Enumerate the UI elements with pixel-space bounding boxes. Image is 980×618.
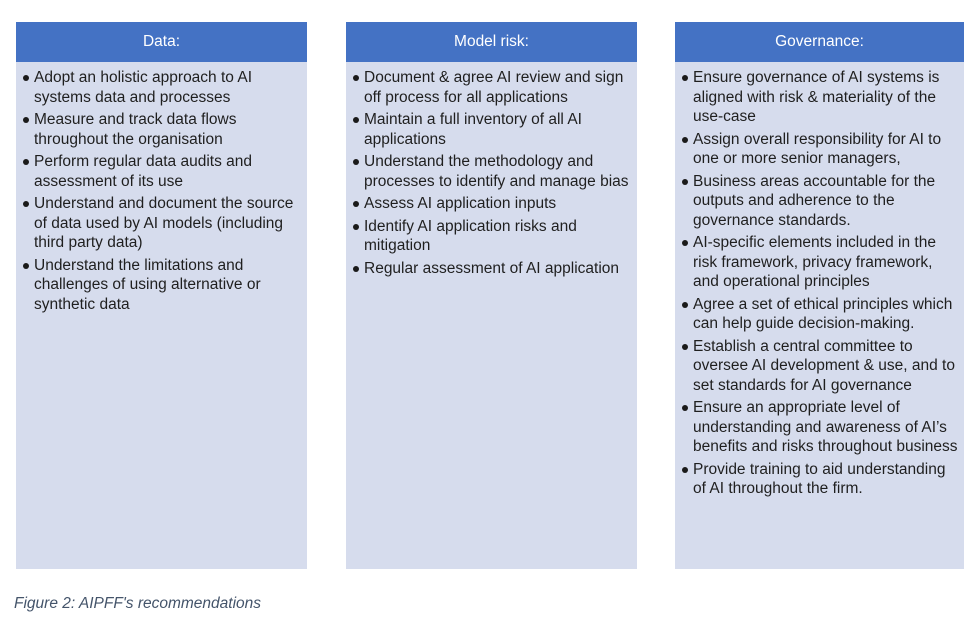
list-item [675, 130, 964, 169]
bullet-icon [23, 75, 29, 81]
figure-caption: Figure 2: AIPFF's recommendations [14, 595, 262, 612]
list-item [346, 68, 637, 107]
model-risk-column [346, 22, 637, 569]
data-column-header: Data: [16, 22, 307, 62]
list-item [16, 194, 307, 253]
list-item-text: Establish a central committee to oversee AI development & use, and to set standards for AI governance [693, 337, 955, 394]
model-risk-column-header: Model risk: [346, 22, 637, 62]
list-item-text: Understand the methodology and processes to identify and manage bias [364, 153, 629, 190]
list-item [346, 194, 637, 214]
bullet-icon [23, 117, 29, 123]
list-item-text: Ensure an appropriate level of understanding and awareness of AI’s benefits and risks throughout business [693, 399, 958, 455]
list-item [16, 152, 307, 191]
list-item [346, 152, 637, 191]
list-item-text: Assign overall responsibility for AI to one or more senior managers, [693, 130, 942, 167]
list-item-text: Maintain a full inventory of all AI applications [364, 111, 582, 148]
list-item [675, 460, 964, 499]
list-item-text: Understand the limitations and challenges of using alternative or synthetic data [34, 256, 261, 313]
bullet-icon [682, 137, 688, 143]
list-item [346, 110, 637, 149]
list-item-text: Understand and document the source of data used by AI models (including third party data) [34, 195, 294, 251]
list-item [675, 398, 964, 457]
list-item [675, 295, 964, 334]
bullet-icon [682, 179, 688, 185]
bullet-icon [682, 467, 688, 473]
list-item [675, 337, 964, 396]
bullet-icon [23, 159, 29, 165]
governance-recommendations-list [675, 62, 964, 499]
governance-column-header: Governance: [675, 22, 964, 62]
list-item [346, 217, 637, 256]
bullet-icon [353, 75, 359, 81]
list-item-text: Ensure governance of AI systems is aligned with risk & materiality of the use-case [693, 69, 940, 125]
data-column [16, 22, 307, 569]
bullet-icon [682, 344, 688, 350]
list-item-text: Identify AI application risks and mitigation [364, 217, 577, 254]
bullet-icon [353, 201, 359, 207]
list-item-text: Agree a set of ethical principles which can help guide decision-making. [693, 295, 953, 332]
list-item [675, 172, 964, 231]
bullet-icon [682, 75, 688, 81]
list-item-text: Provide training to aid understanding of AI throughout the firm. [693, 460, 946, 497]
list-item-text: Business areas accountable for the outputs and adherence to the governance standards. [693, 172, 936, 229]
list-item-text: Document & agree AI review and sign off process for all applications [364, 69, 624, 106]
list-item-text: Regular assessment of AI application [364, 259, 620, 277]
bullet-icon [682, 240, 688, 246]
list-item [16, 256, 307, 315]
list-item [16, 68, 307, 107]
list-item [346, 259, 637, 279]
bullet-icon [23, 201, 29, 207]
list-item-text: Adopt an holistic approach to AI systems data and processes [34, 69, 253, 106]
bullet-icon [353, 117, 359, 123]
list-item-text: Perform regular data audits and assessment of its use [34, 153, 252, 190]
bullet-icon [353, 266, 359, 272]
list-item [675, 68, 964, 127]
model-risk-recommendations-list [346, 62, 637, 278]
data-recommendations-list [16, 62, 307, 314]
list-item [675, 233, 964, 292]
bullet-icon [682, 405, 688, 411]
list-item-text: Measure and track data flows throughout the organisation [34, 111, 237, 148]
bullet-icon [353, 224, 359, 230]
list-item-text: Assess AI application inputs [364, 195, 557, 212]
bullet-icon [353, 159, 359, 165]
list-item-text: AI-specific elements included in the risk framework, privacy framework, and operational principles [693, 234, 936, 290]
governance-column [675, 22, 964, 569]
list-item [16, 110, 307, 149]
bullet-icon [682, 302, 688, 308]
bullet-icon [23, 263, 29, 269]
